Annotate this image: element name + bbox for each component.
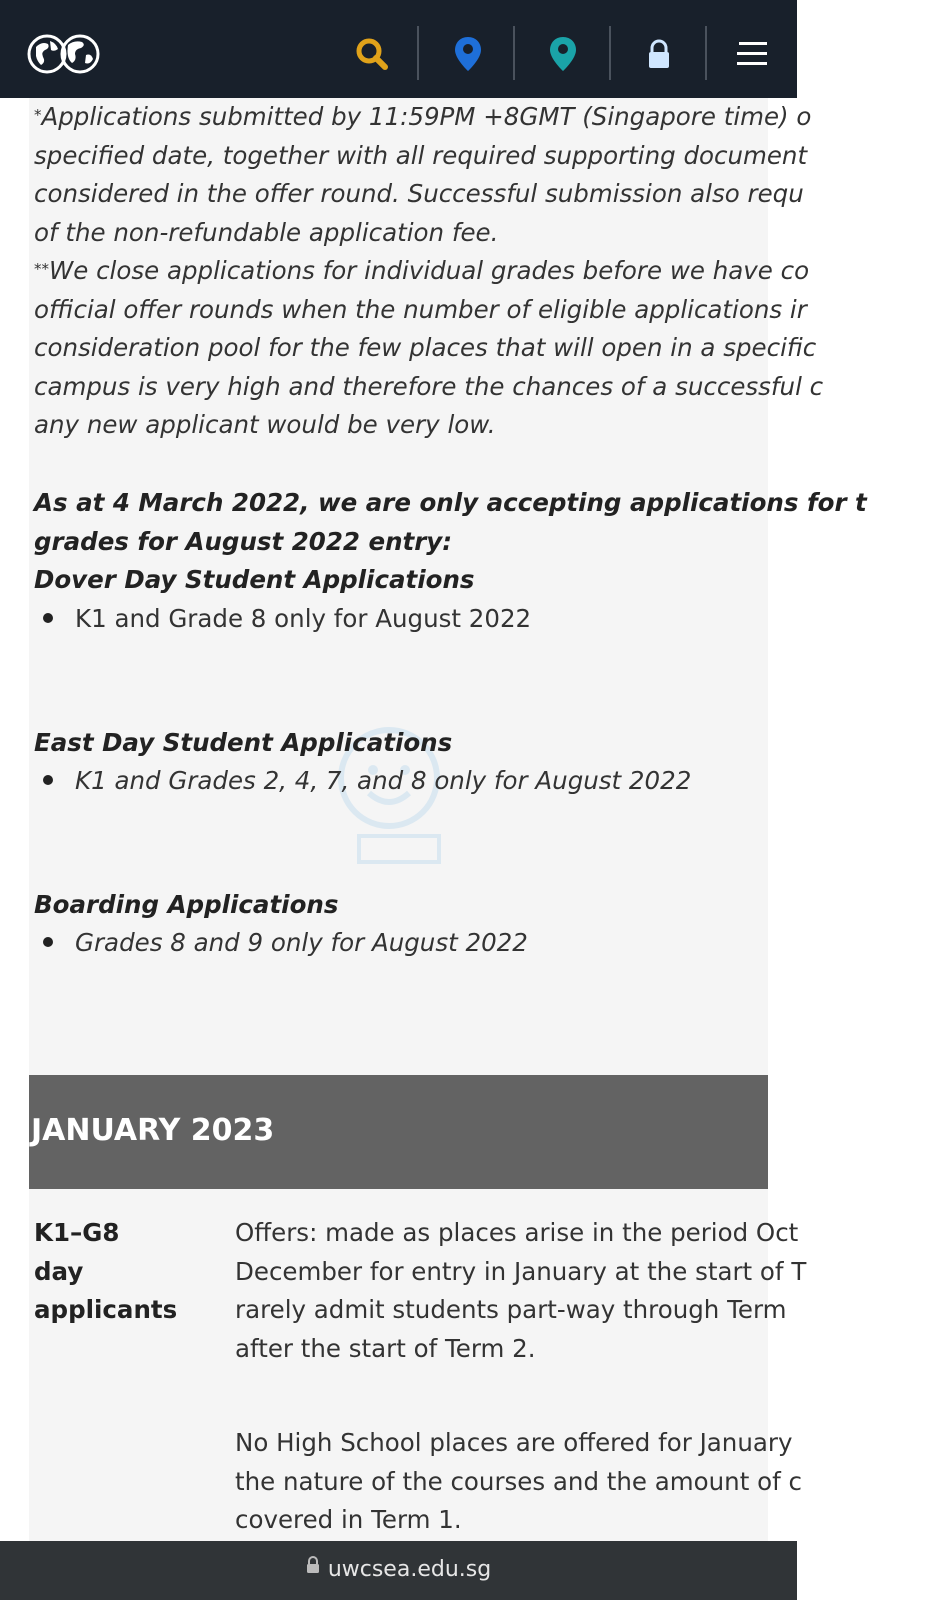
- applicant-label-line: day: [34, 1256, 84, 1286]
- east-title: East Day Student Applications: [34, 728, 453, 757]
- note-line: We close applications for individual grades before we have co: [49, 256, 810, 285]
- footnote-1: [34, 98, 934, 252]
- high-school-paragraph: [235, 1424, 835, 1540]
- nav-separator: [705, 26, 707, 80]
- lock-icon[interactable]: [635, 30, 683, 78]
- note-line: official offer rounds when the number of eligible applications ir: [34, 294, 807, 324]
- nav-separator: [417, 26, 419, 80]
- text-line: No High School places are offered for January: [235, 1428, 793, 1457]
- text-line: December for entry in January at the start of T: [235, 1256, 807, 1286]
- section-title: JANUARY 2023: [31, 1113, 275, 1148]
- applicant-label-line: K1–G8: [34, 1218, 120, 1247]
- applicant-label: [34, 1214, 177, 1330]
- accepting-heading-line: As at 4 March 2022, we are only accepting applications for t: [34, 488, 867, 517]
- boarding-item: Grades 8 and 9 only for August 2022: [75, 928, 528, 957]
- text-line: rarely admit students part-way through Term: [235, 1295, 787, 1324]
- east-item: K1 and Grades 2, 4, 7, and 8 only for August 2022: [75, 766, 692, 795]
- bullet-icon: [43, 613, 53, 623]
- text-line: Offers: made as places arise in the period Oct: [235, 1218, 799, 1247]
- dover-item: K1 and Grade 8 only for August 2022: [75, 604, 532, 633]
- browser-url-bar[interactable]: [0, 1541, 797, 1600]
- location-pin-icon[interactable]: [539, 30, 587, 78]
- text-line: the nature of the courses and the amount of c: [235, 1466, 802, 1496]
- text-line: covered in Term 1.: [235, 1505, 462, 1534]
- globe-logo-icon[interactable]: [28, 33, 102, 75]
- lock-icon: [306, 1553, 320, 1583]
- footnote-2: [34, 252, 934, 445]
- nav-separator: [513, 26, 515, 80]
- url-display[interactable]: [0, 1555, 797, 1585]
- note-line: considered in the offer round. Successful submission also requ: [34, 179, 804, 208]
- note-line: any new applicant would be very low.: [34, 410, 496, 439]
- offers-paragraph: [235, 1214, 835, 1368]
- dover-title: Dover Day Student Applications: [34, 565, 475, 594]
- nav-separator: [609, 26, 611, 80]
- note-line: specified date, together with all required supporting document: [34, 140, 808, 170]
- boarding-title: Boarding Applications: [34, 890, 339, 919]
- top-nav-bar: [0, 0, 797, 98]
- url-text: uwcsea.edu.sg: [327, 1557, 492, 1582]
- note-line: Applications submitted by 11:59PM +8GMT (Singapore time) o: [41, 102, 812, 131]
- bullet-icon: [43, 775, 53, 785]
- list-item: [43, 762, 943, 801]
- location-pin-icon[interactable]: [444, 30, 492, 78]
- list-item: [43, 600, 943, 639]
- main-content: [29, 98, 867, 1541]
- applicant-label-line: applicants: [34, 1295, 178, 1324]
- footnote-marker: *: [34, 106, 42, 124]
- note-line: consideration pool for the few places that will open in a specific: [34, 333, 817, 362]
- accepting-heading-line: grades for August 2022 entry:: [34, 526, 453, 556]
- search-icon[interactable]: [348, 30, 396, 78]
- list-item: [43, 924, 943, 963]
- section-header-band: [29, 1075, 768, 1189]
- bullet-icon: [43, 937, 53, 947]
- accepting-heading: [34, 484, 867, 600]
- menu-icon[interactable]: [728, 30, 776, 78]
- note-line: campus is very high and therefore the chances of a successful c: [34, 371, 824, 401]
- text-line: after the start of Term 2.: [235, 1333, 536, 1363]
- note-line: of the non-refundable application fee.: [34, 217, 499, 247]
- footnote-marker: **: [34, 260, 49, 278]
